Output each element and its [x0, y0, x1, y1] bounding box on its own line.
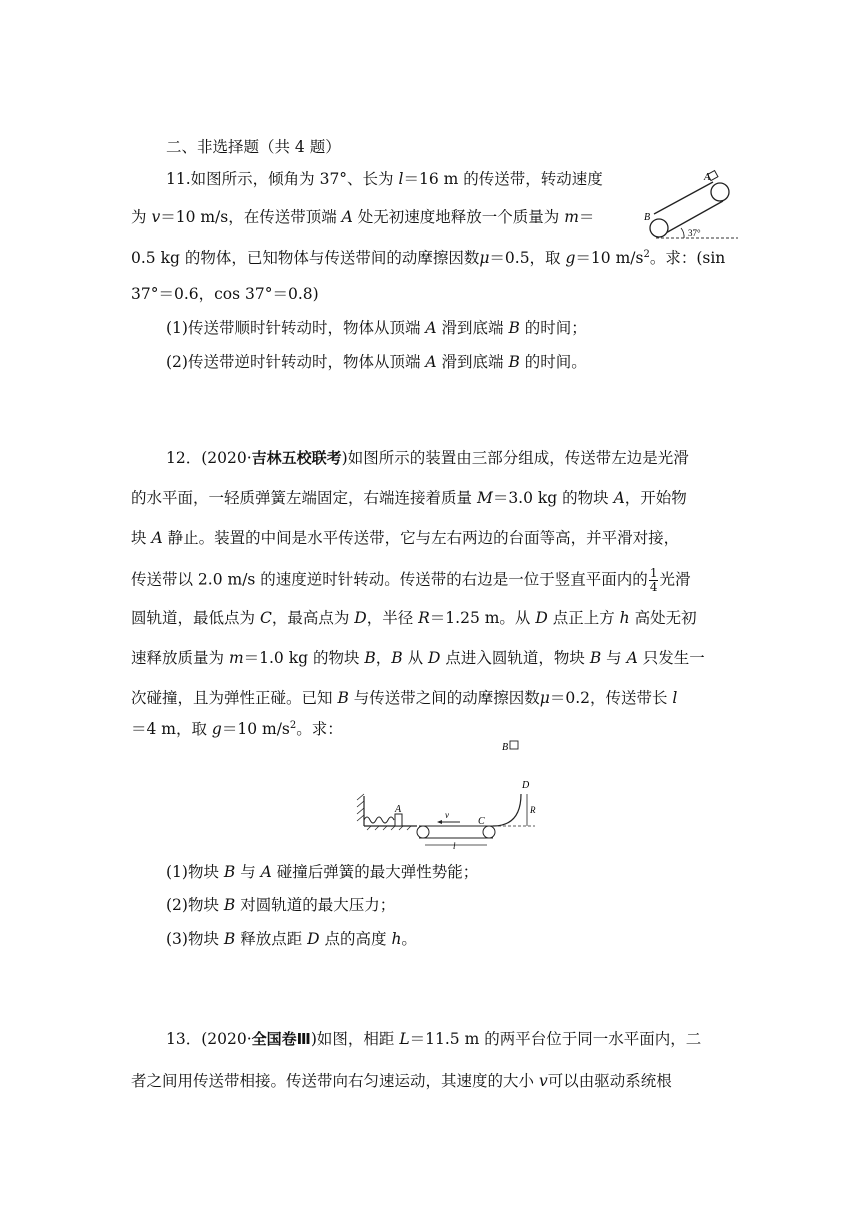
section-header: 二、非选择题（共 4 题）	[166, 138, 341, 156]
fraction-one-quarter: $\frac{1}{4}$	[649, 566, 658, 594]
q13-line-2: 者之间用传送带相接。传送带向右匀速运动，其速度的大小 v可以由驱动系统根	[131, 1072, 672, 1090]
fig-wall-hatch	[357, 794, 364, 821]
fig-label-angle: 37°	[688, 228, 701, 238]
q12-line-4: 传送带以 2.0 m/s 的速度逆时针转动。传送带的右边是一位于竖直平面内的 $\frac{1}{4}$ 光滑	[131, 566, 691, 594]
fig-belt-top	[654, 182, 713, 214]
q11-line-1: 11.如图所示，倾角为 37°、长为 l＝16 m 的传送带，转动速度	[166, 170, 603, 188]
fig-velocity-arrowhead	[437, 820, 442, 824]
fig-label-b-top: B	[502, 742, 509, 753]
q11-part-2: (2)传送带逆时针转动时，物体从顶端 A 滑到底端 B 的时间。	[166, 353, 587, 371]
fig-label-d: D	[522, 780, 530, 791]
q12-line-8: ＝4 m，取 g＝10 $m/s^2$。求：	[131, 719, 343, 738]
fig-label-c: C	[478, 816, 485, 827]
q12-line-1: 12．(2020·吉林五校联考)如图所示的装置由三部分组成，传送带左边是光滑	[166, 449, 689, 467]
fig-label-a: A	[704, 172, 711, 183]
q12-apparatus-figure	[355, 738, 545, 850]
fig-angle-arc	[681, 228, 684, 238]
fig-quarter-circle-track	[493, 794, 521, 826]
fig-roller-left	[417, 826, 429, 838]
q11-conveyor-figure	[640, 168, 740, 246]
fig-roller-top	[711, 183, 729, 201]
fig-label-l: l	[453, 841, 456, 850]
fig-block-a	[395, 814, 402, 826]
q12-part-2: (2)物块 B 对圆轨道的最大压力；	[166, 896, 396, 914]
q12-part-3: (3)物块 B 释放点距 D 点的高度 h。	[166, 930, 417, 948]
q11-line-3: 0.5 kg 的物体，已知物体与传送带间的动摩擦因数μ＝0.5，取 g＝10 $m/s^2$。求：(sin	[131, 248, 726, 267]
q12-line-6: 速释放质量为 m＝1.0 kg 的物块 B，B 从 D 点进入圆轨道，物块 B 与 A 只发生一	[131, 649, 705, 667]
fig-spring	[364, 817, 394, 823]
fig-block-b	[510, 741, 518, 749]
fig-label-b: B	[644, 212, 651, 223]
fig-label-v: v	[445, 810, 449, 820]
fig-roller-right	[483, 826, 495, 838]
fig-label-a: A	[395, 804, 402, 815]
q12-line-2: 的水平面，一轻质弹簧左端固定，右端连接着质量 M＝3.0 kg 的物块 A，开始物	[131, 489, 687, 507]
fig-roller-bottom	[650, 219, 668, 237]
q11-line-2: 为 v＝10 m/s，在传送带顶端 A 处无初速度地释放一个质量为 m＝	[131, 208, 595, 226]
q11-part-1: (1)传送带顺时针转动时，物体从顶端 A 滑到底端 B 的时间；	[166, 319, 587, 337]
q13-line-1: 13．(2020·全国卷Ⅲ)如图，相距 L＝11.5 m 的两平台位于同一水平面内，二	[166, 1030, 702, 1048]
q12-part-1: (1)物块 B 与 A 碰撞后弹簧的最大弹性势能；	[166, 863, 479, 881]
fig-label-r: R	[530, 805, 536, 815]
q11-line-4: 37°＝0.6，cos 37°＝0.8)	[131, 285, 319, 303]
q12-line-7: 次碰撞，且为弹性正碰。已知 B 与传送带之间的动摩擦因数μ＝0.2，传送带长 l	[131, 689, 678, 707]
q12-line-3: 块 A 静止。装置的中间是水平传送带，它与左右两边的台面等高，并平滑对接，	[131, 529, 680, 547]
q12-line-5: 圆轨道，最低点为 C，最高点为 D，半径 R＝1.25 m。从 D 点正上方 h 高处无初	[131, 609, 697, 627]
